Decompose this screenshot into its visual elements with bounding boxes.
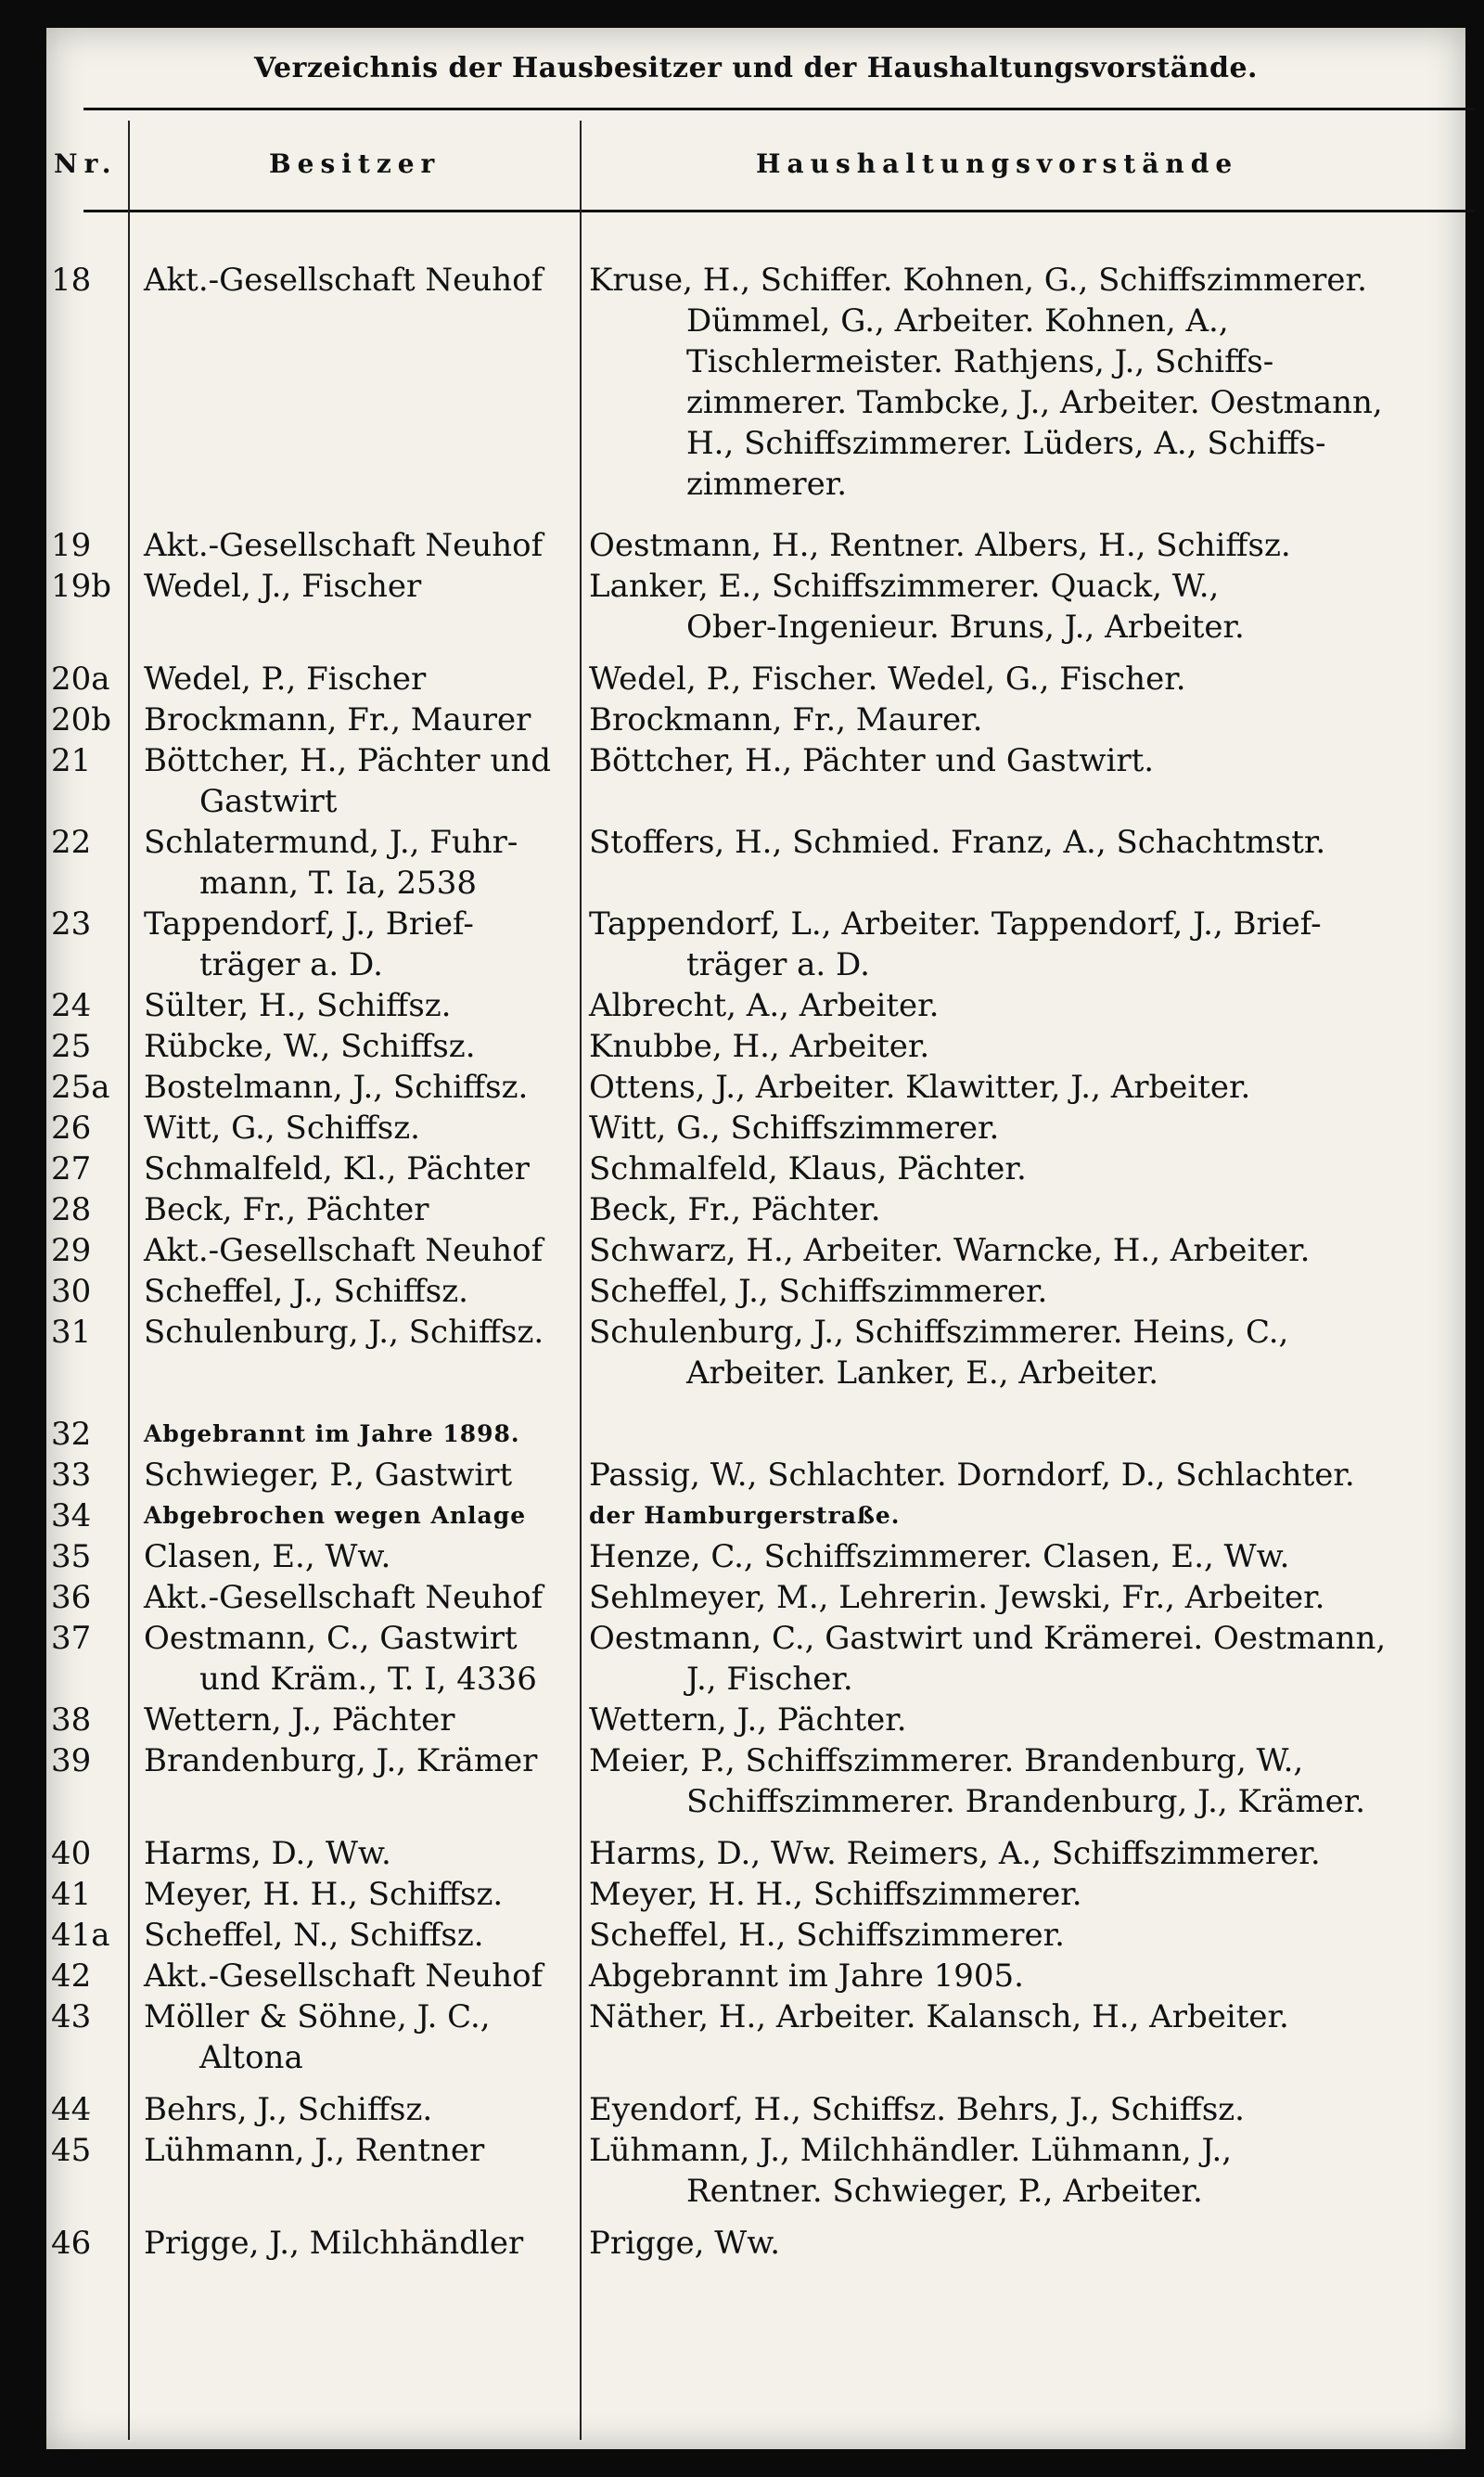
household-line: Prigge, Ww. <box>589 2225 781 2262</box>
household-line: Passig, W., Schlachter. Dorndorf, D., Schlachter. <box>589 1457 1355 1494</box>
household-line: zimmerer. Tambcke, J., Arbeiter. Oestmann, <box>686 384 1383 421</box>
household-line: Ottens, J., Arbeiter. Klawitter, J., Arbeiter. <box>589 1069 1251 1106</box>
row-number: 40 <box>51 1835 92 1872</box>
row-number: 26 <box>51 1110 92 1147</box>
household-line: Sehlmeyer, M., Lehrerin. Jewski, Fr., Arbeiter. <box>589 1579 1325 1616</box>
households-cell <box>589 740 1433 781</box>
households-cell <box>589 985 1433 1026</box>
row-number: 30 <box>51 1273 92 1310</box>
household-line: Lühmann, J., Milchhändler. Lühmann, J., <box>589 2132 1233 2169</box>
row-number: 34 <box>51 1497 92 1534</box>
households-cell <box>589 1149 1433 1189</box>
owner-line: Akt.-Gesellschaft Neuhof <box>144 527 544 564</box>
household-line: Schmalfeld, Klaus, Pächter. <box>589 1150 1027 1187</box>
owner-cell <box>144 1536 570 1577</box>
owner-line: Wedel, P., Fischer <box>144 661 427 698</box>
column-header-households: Haushaltungsvorstände <box>756 148 1239 179</box>
table-row <box>46 2223 1465 2264</box>
households-cell <box>589 1536 1433 1577</box>
header-rule <box>83 210 1475 212</box>
household-line: Albrecht, A., Arbeiter. <box>589 987 940 1024</box>
table-row <box>46 1108 1465 1149</box>
column-header-nr: Nr. <box>54 148 118 179</box>
row-number: 36 <box>51 1579 92 1616</box>
household-line: Rentner. Schwieger, P., Arbeiter. <box>686 2173 1203 2210</box>
table-row <box>46 1740 1465 1822</box>
owner-line: Schwieger, P., Gastwirt <box>144 1457 513 1494</box>
row-number: 29 <box>51 1232 92 1269</box>
owner-line: Scheffel, J., Schiffsz. <box>144 1273 468 1310</box>
owner-cell <box>144 1230 570 1271</box>
owner-line: Brandenburg, J., Krämer <box>144 1742 538 1779</box>
row-number: 25a <box>51 1069 110 1106</box>
household-line: Kruse, H., Schiffer. Kohnen, G., Schiffszimmerer. <box>589 262 1367 299</box>
households-cell <box>589 1271 1433 1312</box>
owner-line: und Kräm., T. I, 4336 <box>199 1661 537 1698</box>
owner-cell <box>144 740 570 822</box>
row-number: 23 <box>51 905 92 943</box>
owner-cell <box>144 1189 570 1230</box>
owner-line: Lühmann, J., Rentner <box>144 2132 485 2169</box>
row-number: 41a <box>51 1917 110 1954</box>
table-row <box>46 1996 1465 2078</box>
household-line: Wettern, J., Pächter. <box>589 1701 907 1739</box>
household-line: Arbeiter. Lanker, E., Arbeiter. <box>686 1354 1159 1392</box>
households-cell <box>589 822 1433 863</box>
row-number: 22 <box>51 824 92 861</box>
owner-line: Akt.-Gesellschaft Neuhof <box>144 1232 544 1269</box>
household-line: Tappendorf, L., Arbeiter. Tappendorf, J., Brief- <box>589 905 1322 943</box>
top-rule <box>83 108 1475 110</box>
owner-line: Behrs, J., Schiffsz. <box>144 2091 433 2128</box>
owner-line: Schulenburg, J., Schiffsz. <box>144 1314 544 1351</box>
owner-cell <box>144 1108 570 1149</box>
households-cell <box>589 1577 1433 1618</box>
table-row <box>46 1230 1465 1271</box>
households-cell <box>589 1312 1433 1393</box>
households-cell <box>589 566 1433 648</box>
household-line: Scheffel, H., Schiffszimmerer. <box>589 1917 1065 1954</box>
row-number: 35 <box>51 1538 92 1575</box>
row-number: 20a <box>51 661 110 698</box>
row-number: 44 <box>51 2091 92 2128</box>
owner-cell <box>144 1700 570 1740</box>
owner-cell <box>144 1026 570 1067</box>
register-table <box>46 260 1465 2264</box>
owner-line: Abgebrannt im Jahre 1898. <box>144 1420 520 1447</box>
household-line: zimmerer. <box>686 466 848 503</box>
household-line: Oestmann, H., Rentner. Albers, H., Schiffsz. <box>589 527 1291 564</box>
row-number: 45 <box>51 2132 92 2169</box>
owner-cell <box>144 1915 570 1956</box>
household-line: Henze, C., Schiffszimmerer. Clasen, E., Ww. <box>589 1538 1290 1575</box>
owner-line: Wettern, J., Pächter <box>144 1701 455 1739</box>
owner-line: Altona <box>199 2039 303 2076</box>
owner-cell <box>144 1312 570 1353</box>
households-cell <box>589 1915 1433 1956</box>
households-cell <box>589 1618 1433 1700</box>
table-row <box>46 1536 1465 1577</box>
table-row <box>46 1495 1465 1536</box>
table-row <box>46 566 1465 648</box>
household-line: Harms, D., Ww. Reimers, A., Schiffszimmerer. <box>589 1835 1321 1872</box>
household-line: J., Fischer. <box>686 1661 853 1698</box>
owner-line: Schmalfeld, Kl., Pächter <box>144 1150 530 1187</box>
households-cell <box>589 904 1433 985</box>
row-number: 37 <box>51 1620 92 1657</box>
household-line: Schwarz, H., Arbeiter. Warncke, H., Arbeiter. <box>589 1232 1311 1269</box>
households-cell <box>589 1996 1433 2037</box>
column-header-owner: Besitzer <box>269 148 441 179</box>
owner-cell <box>144 1149 570 1189</box>
row-number: 19 <box>51 527 92 564</box>
table-row <box>46 1618 1465 1700</box>
owner-cell <box>144 985 570 1026</box>
owner-line: Schlatermund, J., Fuhr- <box>144 824 518 861</box>
owner-line: Gastwirt <box>199 783 338 820</box>
households-cell <box>589 699 1433 740</box>
owner-line: Witt, G., Schiffsz. <box>144 1110 420 1147</box>
household-line: Abgebrannt im Jahre 1905. <box>589 1957 1024 1995</box>
households-cell <box>589 1026 1433 1067</box>
household-line: Lanker, E., Schiffszimmerer. Quack, W., <box>589 568 1220 605</box>
table-row <box>46 2130 1465 2212</box>
owner-line: Clasen, E., Ww. <box>144 1538 391 1575</box>
households-cell <box>589 1230 1433 1271</box>
row-number: 32 <box>51 1416 92 1453</box>
row-number: 19b <box>51 568 112 605</box>
households-cell <box>589 2089 1433 2130</box>
owner-line: Abgebrochen wegen Anlage <box>144 1502 527 1529</box>
table-row <box>46 740 1465 822</box>
row-number: 43 <box>51 1998 92 2035</box>
households-cell <box>589 525 1433 566</box>
household-line: Brockmann, Fr., Maurer. <box>589 701 983 738</box>
households-cell <box>589 1189 1433 1230</box>
household-line: Knubbe, H., Arbeiter. <box>589 1028 930 1065</box>
households-cell <box>589 1108 1433 1149</box>
row-number: 31 <box>51 1314 92 1351</box>
table-row <box>46 985 1465 1026</box>
owner-cell <box>144 1455 570 1495</box>
row-number: 20b <box>51 701 112 738</box>
household-line: Böttcher, H., Pächter und Gastwirt. <box>589 742 1155 779</box>
owner-line: Wedel, J., Fischer <box>144 568 422 605</box>
table-row <box>46 1312 1465 1393</box>
households-cell <box>589 1700 1433 1740</box>
household-line: träger a. D. <box>686 946 870 983</box>
households-cell <box>589 1740 1433 1822</box>
owner-cell <box>144 1996 570 2078</box>
table-row <box>46 1026 1465 1067</box>
owner-cell <box>144 2130 570 2171</box>
owner-cell <box>144 1874 570 1915</box>
row-number: 42 <box>51 1957 92 1995</box>
owner-cell <box>144 1271 570 1312</box>
owner-line: Rübcke, W., Schiffsz. <box>144 1028 476 1065</box>
row-number: 25 <box>51 1028 92 1065</box>
owner-cell <box>144 822 570 904</box>
table-row <box>46 1455 1465 1495</box>
households-cell <box>589 1455 1433 1495</box>
household-line: Näther, H., Arbeiter. Kalansch, H., Arbeiter. <box>589 1998 1289 2035</box>
household-line: Tischlermeister. Rathjens, J., Schiffs- <box>686 343 1274 380</box>
households-cell <box>589 1833 1433 1874</box>
owner-cell <box>144 1495 570 1536</box>
owner-line: Böttcher, H., Pächter und <box>144 742 552 779</box>
owner-cell <box>144 699 570 740</box>
row-number: 41 <box>51 1876 92 1913</box>
table-row <box>46 699 1465 740</box>
household-line: Dümmel, G., Arbeiter. Kohnen, A., <box>686 302 1229 340</box>
owner-line: Beck, Fr., Pächter <box>144 1191 429 1228</box>
owner-cell <box>144 1833 570 1874</box>
owner-line: Akt.-Gesellschaft Neuhof <box>144 262 544 299</box>
owner-cell <box>144 904 570 985</box>
owner-cell <box>144 2089 570 2130</box>
household-line: Scheffel, J., Schiffszimmerer. <box>589 1273 1048 1310</box>
household-line: Meyer, H. H., Schiffszimmerer. <box>589 1876 1082 1913</box>
table-row <box>46 1067 1465 1108</box>
households-cell <box>589 2223 1433 2264</box>
owner-cell <box>144 1740 570 1781</box>
row-number: 21 <box>51 742 92 779</box>
households-cell <box>589 2130 1433 2212</box>
household-line: Schiffszimmerer. Brandenburg, J., Krämer. <box>686 1783 1366 1820</box>
table-row <box>46 1271 1465 1312</box>
household-line: Witt, G., Schiffszimmerer. <box>589 1110 1000 1147</box>
owner-line: Akt.-Gesellschaft Neuhof <box>144 1957 544 1995</box>
household-line: Ober-Ingenieur. Bruns, J., Arbeiter. <box>686 609 1245 646</box>
owner-line: Oestmann, C., Gastwirt <box>144 1620 518 1657</box>
page <box>46 28 1465 2449</box>
owner-line: Harms, D., Ww. <box>144 1835 391 1872</box>
owner-cell <box>144 2223 570 2264</box>
owner-line: träger a. D. <box>199 946 383 983</box>
household-line: H., Schiffszimmerer. Lüders, A., Schiffs- <box>686 425 1326 462</box>
owner-line: Prigge, J., Milchhändler <box>144 2225 524 2262</box>
page-title: Verzeichnis der Hausbesitzer und der Haushaltungsvorstände. <box>253 52 1259 84</box>
owner-cell <box>144 659 570 699</box>
table-row <box>46 1700 1465 1740</box>
owner-line: Akt.-Gesellschaft Neuhof <box>144 1579 544 1616</box>
owner-line: Tappendorf, J., Brief- <box>144 905 474 943</box>
owner-cell <box>144 525 570 566</box>
household-line: Stoffers, H., Schmied. Franz, A., Schachtmstr. <box>589 824 1326 861</box>
households-cell <box>589 260 1433 505</box>
row-number: 24 <box>51 987 92 1024</box>
households-cell <box>589 1067 1433 1108</box>
table-row <box>46 1189 1465 1230</box>
table-row <box>46 1149 1465 1189</box>
owner-line: Sülter, H., Schiffsz. <box>144 987 452 1024</box>
row-number: 46 <box>51 2225 92 2262</box>
owner-line: Scheffel, N., Schiffsz. <box>144 1917 484 1954</box>
owner-cell <box>144 1956 570 1996</box>
owner-cell <box>144 1577 570 1618</box>
table-row <box>46 1414 1465 1455</box>
table-row <box>46 1577 1465 1618</box>
table-row <box>46 525 1465 566</box>
owner-cell <box>144 566 570 607</box>
table-row <box>46 822 1465 904</box>
table-row <box>46 659 1465 699</box>
owner-line: Bostelmann, J., Schiffsz. <box>144 1069 529 1106</box>
household-line: Meier, P., Schiffszimmerer. Brandenburg, W., <box>589 1742 1304 1779</box>
table-row <box>46 1833 1465 1874</box>
household-line: Beck, Fr., Pächter. <box>589 1191 881 1228</box>
owner-line: mann, T. Ia, 2538 <box>199 865 478 902</box>
table-row <box>46 2089 1465 2130</box>
row-number: 28 <box>51 1191 92 1228</box>
households-cell <box>589 1956 1433 1996</box>
table-row <box>46 1874 1465 1915</box>
household-line: der Hamburgerstraße. <box>589 1502 901 1529</box>
owner-line: Brockmann, Fr., Maurer <box>144 701 531 738</box>
row-number: 27 <box>51 1150 92 1187</box>
owner-cell <box>144 1414 570 1455</box>
owner-cell <box>144 260 570 301</box>
household-line: Eyendorf, H., Schiffsz. Behrs, J., Schiffsz. <box>589 2091 1245 2128</box>
table-row <box>46 904 1465 985</box>
household-line <box>589 1414 1433 1455</box>
owner-cell <box>144 1067 570 1108</box>
table-row <box>46 1956 1465 1996</box>
households-cell <box>589 1874 1433 1915</box>
row-number: 18 <box>51 262 92 299</box>
households-cell <box>589 659 1433 699</box>
owner-line: Meyer, H. H., Schiffsz. <box>144 1876 504 1913</box>
row-number: 39 <box>51 1742 92 1779</box>
owner-cell <box>144 1618 570 1700</box>
row-number: 38 <box>51 1701 92 1739</box>
table-row <box>46 1915 1465 1956</box>
household-line: Schulenburg, J., Schiffszimmerer. Heins, C., <box>589 1314 1289 1351</box>
households-cell <box>589 1495 1433 1536</box>
table-row <box>46 260 1465 505</box>
household-line: Wedel, P., Fischer. Wedel, G., Fischer. <box>589 661 1186 698</box>
household-line: Oestmann, C., Gastwirt und Krämerei. Oestmann, <box>589 1620 1387 1657</box>
households-cell <box>589 1414 1433 1455</box>
row-number: 33 <box>51 1457 92 1494</box>
owner-line: Möller & Söhne, J. C., <box>144 1998 491 2035</box>
